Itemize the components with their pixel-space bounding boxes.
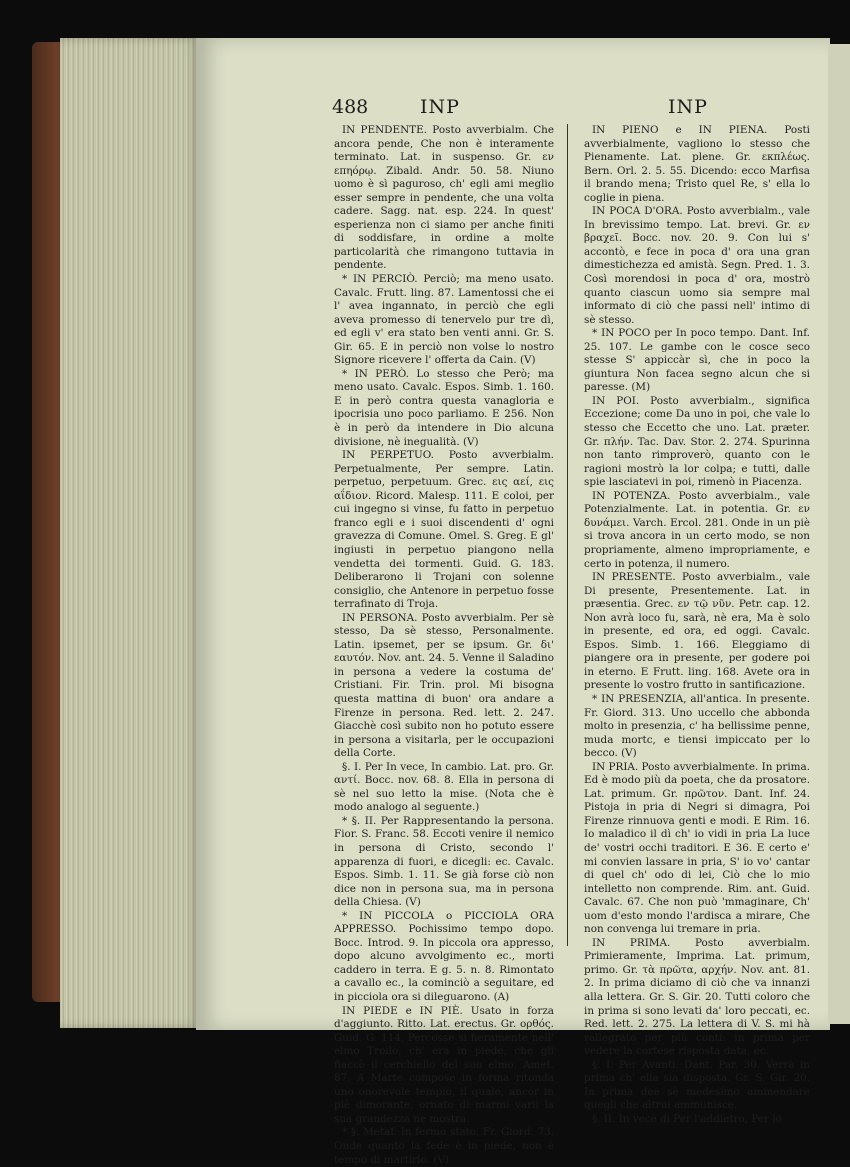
entry: IN PIEDE e IN PIÈ. Usato in forza d'aggiunto. Ritto. Lat. erectus. Gr. ορθός. Guid. G. 114. Percosse sì fieramente nell' elmo Troilo, ch' era in piede, che gli fiaccò il cerchiello del suo elmo. Amet. 87. A Marte compose in forma ritonda uno onorevole tempio, il quale, ancor in piè dimorante, ornato di marmi varii la sua grandezza ne mostra. — [334, 1004, 554, 1125]
entry: IN PIENO e IN PIENA. Posti avverbialmente, vagliono lo stesso che Pienamente. Lat. plene. Gr. εκπλέως. Bern. Orl. 2. 5. 55. Dicendo: ecco Marfisa il brando mena; Tristo quel Re, s' ella lo coglie in piena. — [584, 124, 810, 204]
entry: IN PRIA. Posto avverbialmente. In prima. Ed è modo più da poeta, che da prosatore. Lat. primum. Gr. πρῶτον. Dant. Inf. 24. Pistoja in pria di Negri si dimagra, Poi Firenze rinnuova genti e modi. E Rim. 16. Io maladico il dì ch' io vidi in pria La luce de' vostri occhi traditori. E 36. E certo e' mi convien lassare in pria, S' io vo' cantar di quel ch' odo di lei, Ciò che lo mio intelletto non comprende. Rim. ant. Guid. Cavalc. 67. Che non può 'mmaginare, Ch' uom d'esto mondo l'ardisca a mirare, Che non convenga lui tremare in pria. — [584, 760, 810, 936]
entry: * §. II. Per Rappresentando la persona. Fior. S. Franc. 58. Eccoti venire il nemico in persona di Cristo, secondo l' apparenza di fuori, e dicegli: ec. Cavalc. Espos. Simb. 1. 11. Se già forse ciò non dice non in persona sua, ma in persona della Chiesa. (V) — [334, 814, 554, 909]
right-running-head: INP — [668, 96, 708, 118]
entry: IN PENDENTE. Posto avverbialm. Che ancora pende, Che non è interamente terminato. Lat. in suspenso. Gr. εν επηόρῳ. Zibald. Andr. 50. 58. Niuno uomo è sì paguroso, ch' egli ami meglio esser sempre in pendente, che una volta cadere. Sagg. nat. esp. 224. In quest' esperienza non ci siamo per anche finiti di soddisfare, in ordine a molte particolarità che rimangono tuttavia in pendente. — [334, 124, 554, 272]
entry: IN POCA D'ORA. Posto avverbialm., vale In brevissimo tempo. Lat. brevi. Gr. εν βραχεῖ. Bocc. nov. 20. 9. Con lui s' accontò, e fece in poca d' ora una gran dimestichezza ed amistà. Segn. Pred. 1. 3. Così morendosi in poca d' ora, mostrò quanto ciascun uomo sia sempre mal informato di ciò che passi nell' intimo di sè stesso. — [584, 205, 810, 326]
entry: * IN POCO per In poco tempo. Dant. Inf. 25. 107. Le gambe con le cosce seco stesse S' appiccàr sì, che in poco la giuntura Non facea segno alcun che si paresse. (M) — [584, 327, 810, 394]
entry: * IN PERÒ. Lo stesso che Però; ma meno usato. Cavalc. Espos. Simb. 1. 160. E in però contra questa vanagloria e ipocrisia uno poco parliamo. E 256. Non è in però da intendere in Dio alcuna divisione, nè inegualità. (V) — [334, 367, 554, 448]
page-edges — [60, 38, 200, 1028]
entry: * IN PICCOLA o PICCIOLA ORA APPRESSO. Pochissimo tempo dopo. Bocc. Introd. 9. In piccola ora appresso, dopo alcuno avvolgimento ec., morti caddero in terra. E g. 5. n. 8. Rimontato a cavallo ec., la cominciò a seguitare, ed in picciola ora si dileguarono. (A) — [334, 909, 554, 1003]
entry: IN POTENZA. Posto avverbialm., vale Potenzialmente. Lat. in potentia. Gr. εν δυνάμει. Varch. Ercol. 281. Onde in un piè si trova ancora in un certo modo, se non propriamente, almeno impropriamente, e certo in potenza, il numero. — [584, 489, 810, 570]
entry: §. I. Per Avanti. Dant. Par. 30. Verrà in prima ch' ella sia disposta. Gr. S. Gir. 20. In prima dee sè medesimo ammendare quegli che altrui ammunisce. — [584, 1058, 810, 1112]
entry: IN POI. Posto avverbialm., significa Eccezione; come Da uno in poi, che vale lo stesso che Eccetto che uno. Lat. præter. Gr. πλήν. Tac. Dav. Stor. 2. 274. Spurinna non tanto rimproverò, quanto con le ragioni mostrò la lor colpa; e tutti, dalle spie lasciatevi in poi, rimenò in Piacenza. — [584, 394, 810, 489]
entry: IN PERPETUO. Posto avverbialm. Perpetualmente, Per sempre. Latin. perpetuo, perpetuum. Grec. εις αεί, εις αΐδιον. Ricord. Malesp. 111. E coloi, per cui ingegno si vinse, fu fatto in perpetuo franco egli e i suoi discendenti d' ogni gravezza di Comune. Omel. S. Greg. E gl' ingiusti in perpetuo piangono nella vendetta dei tormenti. Guid. G. 183. Deliberarono li Trojani con solenne consiglio, che Antenore in perpetuo fosse terrafinato di Troja. — [334, 449, 554, 611]
entry: * IN PERCIÒ. Perciò; ma meno usato. Cavalc. Frutt. ling. 87. Lamentossi che ei l' avea ingannato, in perciò che egli aveva promesso di tenervelo pur tre dì, ed egli v' era stato ben venti anni. Gr. S. Gir. 65. E in perciò non volse lo nostro Signore ricevere l' offerta da Cain. (V) — [334, 273, 554, 367]
page-number: 488 — [332, 96, 369, 118]
facing-page-edge — [828, 44, 850, 1024]
entry: §. I. Per In vece, In cambio. Lat. pro. Gr. αντί. Bocc. nov. 68. 8. Ella in persona di sè nel suo letto la mise. (Nota che è modo analogo al seguente.) — [334, 760, 554, 814]
entry: * §. Metaf. In fermo stato. Fr. Giord. 73. Onde quanto la fede è in piede, non è tempo di martirio. (V) — [334, 1126, 554, 1166]
entry: IN PERSONA. Posto avverbialm. Per sè stesso, Da sè stesso, Personalmente. Latin. ipsemet, per se ipsum. Gr. δι' εαυτόν. Nov. ant. 24. 5. Venne il Saladino in persona a vedere la costuma de' Cristiani. Fir. Trin. prol. Mi bisogna questa mattina di buon' ora andare a Firenze in persona. Red. lett. 2. 247. Giacchè così subito non ho potuto essere in persona a visitarla, per le occupazioni della Corte. — [334, 611, 554, 760]
entry: IN PRESENTE. Posto avverbialm., vale Di presente, Presentemente. Lat. in præsentia. Grec. εν τῷ νῦν. Petr. cap. 12. Non avrà loco fu, sarà, nè era, Ma è solo in presente, ed ora, ed oggi. Cavalc. Espos. Simb. 1. 166. Eleggiamo di piangere ora in presente, per godere poi in eterno. E Frutt. ling. 168. Avete ora in presente lo vostro frutto in santificazione. — [584, 571, 810, 692]
left-running-head: INP — [420, 96, 460, 118]
entry: * IN PRESENZIA, all'antica. In presente. Fr. Giord. 313. Uno uccello che abbonda molto in presenzia, c' ha bellissime penne, muda mortc, e tiensi impiccato per lo becco. (V) — [584, 692, 810, 760]
left-column — [334, 124, 554, 1167]
column-rule — [567, 124, 568, 946]
right-column — [584, 124, 810, 1126]
entry: IN PRIMA. Posto avverbialm. Primieramente, Imprima. Lat. primum, primo. Gr. τὰ πρῶτα, αρχήν. Nov. ant. 81. 2. In prima diciamo di ciò che va innanzi alla lettera. Gr. S. Gir. 20. Tutti coloro che in prima si sono levati da' loro peccati, ec. Red. lett. 2. 275. La lettera di V. S. mi hà rallegrato per più conti: in prima per vedere la cortese risposta data, ec. — [584, 936, 810, 1058]
entry: §. II. In vece di Per l'addietro, Per lo — [592, 1112, 782, 1125]
